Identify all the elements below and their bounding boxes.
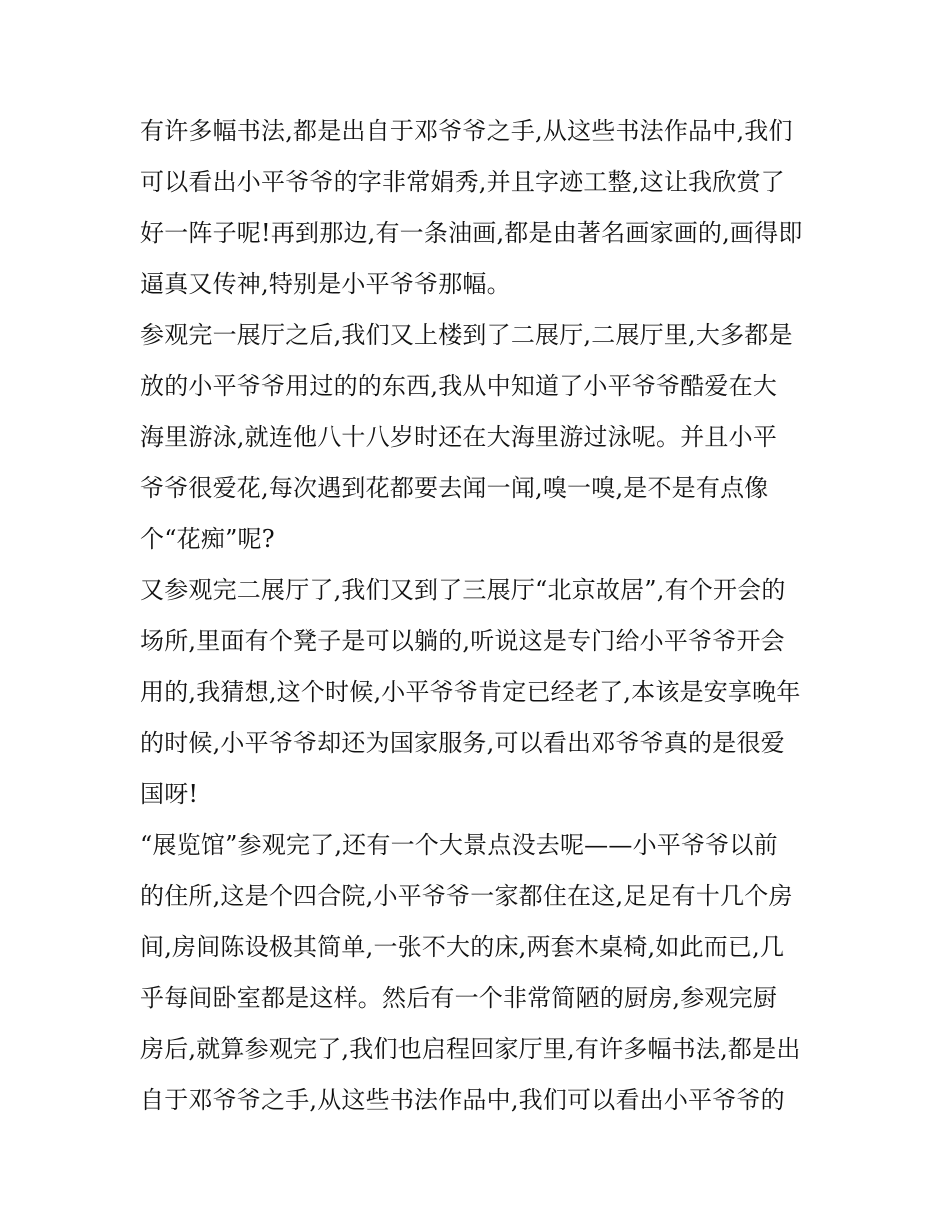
text-line: 的住所,这是个四合院,小平爷爷一家都住在这,足足有十几个房 <box>140 882 793 910</box>
text-line: 又参观完二展厅了,我们又到了三展厅“北京故居”,有个开会的 <box>140 576 786 604</box>
text-line: 用的,我猜想,这个时候,小平爷爷肯定已经老了,本该是安享晚年 <box>140 678 801 706</box>
text-line: 国呀! <box>140 780 199 808</box>
text-line: 可以看出小平爷爷的字非常娟秀,并且字迹工整,这让我欣赏了 <box>140 168 785 196</box>
text-line: 海里游泳,就连他八十八岁时还在大海里游过泳呢。并且小平 <box>140 423 778 451</box>
text-line: 房后,就算参观完了,我们也启程回家厅里,有许多幅书法,都是出 <box>140 1035 801 1063</box>
text-line: 放的小平爷爷用过的的东西,我从中知道了小平爷爷酷爱在大 <box>140 372 778 400</box>
text-line: 乎每间卧室都是这样。然后有一个非常简陋的厨房,参观完厨 <box>140 984 778 1012</box>
text-line: 爷爷很爱花,每次遇到花都要去闻一闻,嗅一嗅,是不是有点像 <box>140 474 769 502</box>
text-line: 好一阵子呢!再到那边,有一条油画,都是由著名画家画的,画得即 <box>140 219 803 247</box>
text-line: 间,房间陈设极其简单,一张不大的床,两套木桌椅,如此而已,几 <box>140 933 785 961</box>
text-line: 个“花痴”呢? <box>140 525 275 553</box>
text-line: 有许多幅书法,都是出自于邓爷爷之手,从这些书法作品中,我们 <box>140 117 793 145</box>
text-line: “展览馆”参观完了,还有一个大景点没去呢——小平爷爷以前 <box>140 831 778 859</box>
text-line: 逼真又传神,特别是小平爷爷那幅。 <box>140 270 511 298</box>
text-line: 场所,里面有个凳子是可以躺的,听说这是专门给小平爷爷开会 <box>140 627 785 655</box>
text-line: 自于邓爷爷之手,从这些书法作品中,我们可以看出小平爷爷的 <box>140 1086 785 1114</box>
text-line: 的时候,小平爷爷却还为国家服务,可以看出邓爷爷真的是很爱 <box>140 729 785 757</box>
text-line: 参观完一展厅之后,我们又上楼到了二展厅,二展厅里,大多都是 <box>140 321 793 349</box>
document-body <box>140 106 820 1126</box>
